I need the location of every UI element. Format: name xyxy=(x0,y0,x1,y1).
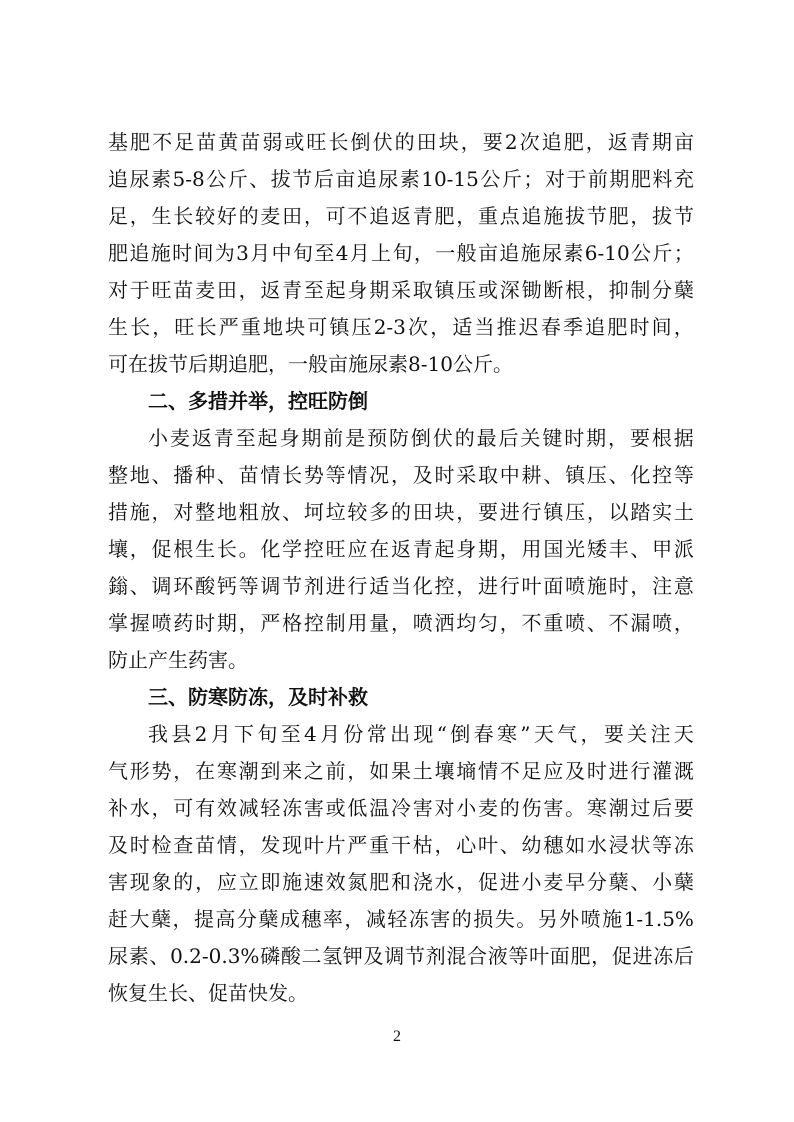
page-number: 2 xyxy=(393,1028,401,1045)
paragraph-line: 鎓 、 调 环 酸 钙 等 调 节 剂 进 行 适 当 化 控 ， 进 行 叶 面 喷 施 时 ， 注 意 xyxy=(108,574,694,598)
paragraph-line: 防 止 产 生 药 害 。 xyxy=(108,648,248,672)
paragraph-line: 及 时 检 查 苗 情 ， 发 现 叶 片 严 重 干 枯 ， 心 叶 、 幼 穗 如 水 浸 状 等 冻 xyxy=(108,833,694,857)
paragraph-line: 壤 ， 促 根 生 长 。 化 学 控 旺 应 在 返 青 起 身 期 ， 用 国 光 矮 丰 、 甲 派 xyxy=(108,537,694,561)
paragraph-line: 追 尿 素 5-8 公 斤 、 拔 节 后 亩 追 尿 素 10-15 公 斤 ； 对 于 前 期 肥 料 充 xyxy=(108,167,694,191)
paragraph-line: 足 ， 生 长 较 好 的 麦 田 ， 可 不 追 返 青 肥 ， 重 点 追 施 拔 节 肥 ， 拔 节 xyxy=(108,204,694,228)
paragraph-line: 肥 追 施 时 间 为 3 月 中 旬 至 4 月 上 旬 ， 一 般 亩 追 施 尿 素 6-10 公 斤 ； xyxy=(108,241,694,265)
section-heading-3: 三 、 防 寒 防 冻 ， 及 时 补 救 xyxy=(148,685,368,709)
paragraph-line: 生 长 ， 旺 长 严 重 地 块 可 镇 压 2-3 次 ， 适 当 推 迟 春 季 追 肥 时 间 ， xyxy=(108,315,694,339)
paragraph-line: 恢 复 生 长 、 促 苗 快 发 。 xyxy=(108,981,308,1005)
paragraph-line: 措 施 ， 对 整 地 粗 放 、 坷 垃 较 多 的 田 块 ， 要 进 行 镇 压 ， 以 踏 实 土 xyxy=(108,500,694,524)
section-heading-2: 二 、 多 措 并 举 ， 控 旺 防 倒 xyxy=(148,389,368,413)
paragraph-line: 对 于 旺 苗 麦 田 ， 返 青 至 起 身 期 采 取 镇 压 或 深 锄 断 根 ， 抑 制 分 蘖 xyxy=(108,278,694,302)
paragraph-line: 整 地 、 播 种 、 苗 情 长 势 等 情 况 ， 及 时 采 取 中 耕 、 镇 压 、 化 控 等 xyxy=(108,463,694,487)
paragraph-line: 赶 大 蘖 ， 提 高 分 蘖 成 穗 率 ， 减 轻 冻 害 的 损 失 。 另 外 喷 施 1-1.5% xyxy=(108,907,694,931)
paragraph-line: 掌 握 喷 药 时 期 ， 严 格 控 制 用 量 ， 喷 洒 均 匀 ， 不 重 喷 、 不 漏 喷 ， xyxy=(108,611,694,635)
paragraph-line: 害 现 象 的 ， 应 立 即 施 速 效 氮 肥 和 浇 水 ， 促 进 小 麦 早 分 蘖 、 小 蘖 xyxy=(108,870,694,894)
paragraph-line: 小 麦 返 青 至 起 身 期 前 是 预 防 倒 伏 的 最 后 关 键 时 期 ， 要 根 据 xyxy=(148,426,694,450)
paragraph-line: 我 县 2 月 下 旬 至 4 月 份 常 出 现 “ 倒 春 寒 ” 天 气 ， 要 关 注 天 xyxy=(148,722,694,746)
paragraph-line: 可 在 拔 节 后 期 追 肥 ， 一 般 亩 施 尿 素 8-10 公 斤 。 xyxy=(108,352,513,376)
paragraph-line: 气 形 势 ， 在 寒 潮 到 来 之 前 ， 如 果 土 壤 墒 情 不 足 应 及 时 进 行 灌 溉 xyxy=(108,759,694,783)
paragraph-line: 尿 素 、 0.2-0.3% 磷 酸 二 氢 钾 及 调 节 剂 混 合 液 等 叶 面 肥 ， 促 进 冻 后 xyxy=(108,944,694,968)
paragraph-line: 补 水 ， 可 有 效 减 轻 冻 害 或 低 温 冷 害 对 小 麦 的 伤 害 。 寒 潮 过 后 要 xyxy=(108,796,694,820)
paragraph-line: 基 肥 不 足 苗 黄 苗 弱 或 旺 长 倒 伏 的 田 块 ， 要 2 次 追 肥 ， 返 青 期 亩 xyxy=(108,130,694,154)
body-text xyxy=(108,124,694,1012)
